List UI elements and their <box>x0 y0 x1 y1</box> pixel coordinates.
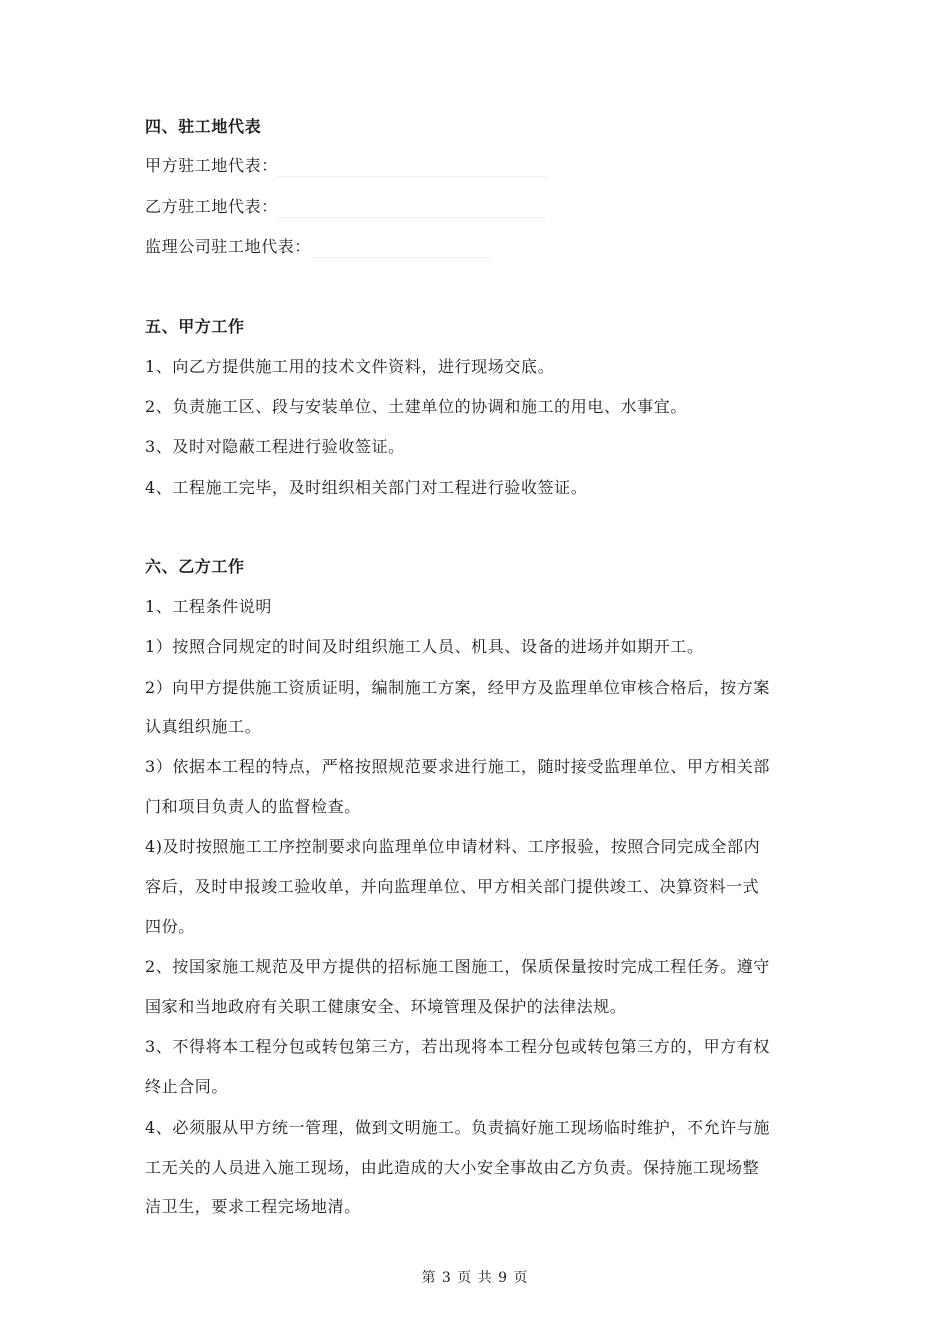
paragraph: 容后，及时申报竣工验收单，并向监理单位、甲方相关部门提供竣工、决算资料一式 <box>145 877 760 896</box>
paragraph: 国家和当地政府有关职工健康安全、环境管理及保护的法律法规。 <box>145 997 627 1016</box>
paragraph: 洁卫生，要求工程完场地清。 <box>145 1197 361 1216</box>
field-party-b-rep <box>145 196 810 218</box>
field-supervisor-rep <box>145 236 810 258</box>
fill-in-blank <box>311 239 491 258</box>
paragraph: 门和项目负责人的监督检查。 <box>145 797 361 816</box>
paragraph: 认真组织施工。 <box>145 717 262 736</box>
page-number-footer: 第 3 页 共 9 页 <box>421 1270 529 1286</box>
fill-in-blank <box>278 199 546 218</box>
paragraph: 1）按照合同规定的时间及时组织施工人员、机具、设备的进场并如期开工。 <box>145 637 704 656</box>
fill-in-blank <box>278 158 546 177</box>
paragraph: 终止合同。 <box>145 1077 229 1096</box>
paragraph: 3、不得将本工程分包或转包第三方，若出现将本工程分包或转包第三方的，甲方有权 <box>145 1037 770 1056</box>
paragraph: 四份。 <box>145 917 195 936</box>
paragraph: 1、向乙方提供施工用的技术文件资料，进行现场交底。 <box>145 357 555 376</box>
paragraph: 工无关的人员进入施工现场，由此造成的大小安全事故由乙方负责。保持施工现场整 <box>145 1158 760 1177</box>
field-label: 甲方驻工地代表： <box>145 156 278 175</box>
field-label: 监理公司驻工地代表： <box>145 237 312 256</box>
paragraph: 4)及时按照施工工序控制要求向监理单位申请材料、工序报验，按照合同完成全部内 <box>145 837 761 856</box>
field-label: 乙方驻工地代表： <box>145 197 278 216</box>
section-6-title: 六、乙方工作 <box>145 557 245 576</box>
paragraph: 3、及时对隐蔽工程进行验收签证。 <box>145 437 405 456</box>
field-party-a-rep <box>145 155 810 177</box>
paragraph: 3）依据本工程的特点，严格按照规范要求进行施工，随时接受监理单位、甲方相关部 <box>145 757 770 776</box>
paragraph: 1、工程条件说明 <box>145 597 272 616</box>
paragraph: 4、工程施工完毕，及时组织相关部门对工程进行验收签证。 <box>145 478 588 497</box>
section-5-title: 五、甲方工作 <box>145 317 245 336</box>
paragraph: 2、按国家施工规范及甲方提供的招标施工图施工，保质保量按时完成工程任务。遵守 <box>145 957 770 976</box>
paragraph: 4、必须服从甲方统一管理，做到文明施工。负责搞好施工现场临时维护，不允许与施 <box>145 1118 770 1137</box>
paragraph: 2、负责施工区、段与安装单位、土建单位的协调和施工的用电、水事宜。 <box>145 397 687 416</box>
paragraph: 2）向甲方提供施工资质证明，编制施工方案，经甲方及监理单位审核合格后，按方案 <box>145 678 770 697</box>
section-4-title: 四、驻工地代表 <box>145 117 262 136</box>
